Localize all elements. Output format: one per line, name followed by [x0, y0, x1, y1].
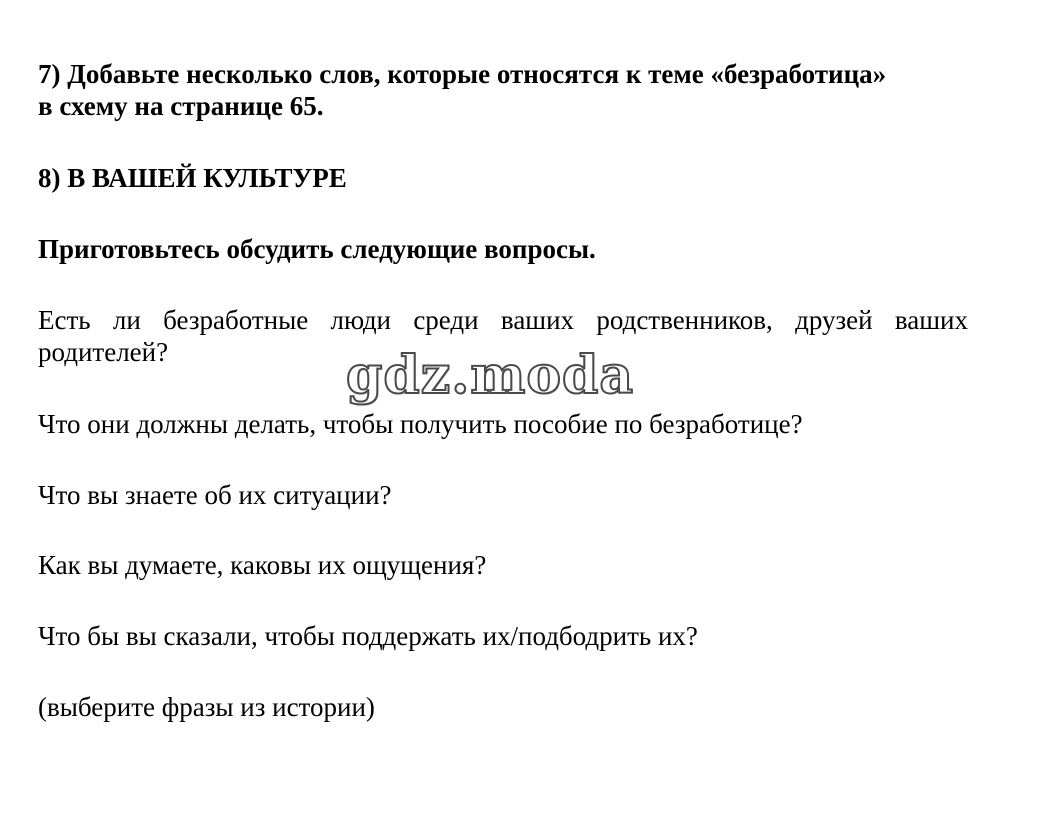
task-7-line-1: 7) Добавьте несколько слов, которые относятся к теме «безработица»: [38, 59, 887, 89]
document-page: [38, 0, 968, 824]
task-8-instruction: Приготовьтесь обсудить следующие вопросы.: [38, 234, 596, 264]
task-7-line-2: в схему на странице 65.: [38, 91, 324, 121]
task-8-note: (выберите фразы из истории): [38, 692, 375, 722]
watermark-logo: gdz.moda: [346, 345, 635, 406]
question-1-line-2: родителей?: [38, 337, 169, 367]
question-3: Что вы знаете об их ситуации?: [38, 480, 392, 510]
task-8-heading: 8) В ВАШЕЙ КУЛЬТУРЕ: [38, 163, 347, 193]
question-2: Что они должны делать, чтобы получить пособие по безработице?: [38, 409, 803, 439]
question-4: Как вы думаете, каковы их ощущения?: [38, 550, 487, 580]
question-1-line-1: Есть ли безработные люди среди ваших родственников, друзей ваших: [38, 305, 968, 335]
question-5: Что бы вы сказали, чтобы поддержать их/подбодрить их?: [38, 621, 698, 651]
